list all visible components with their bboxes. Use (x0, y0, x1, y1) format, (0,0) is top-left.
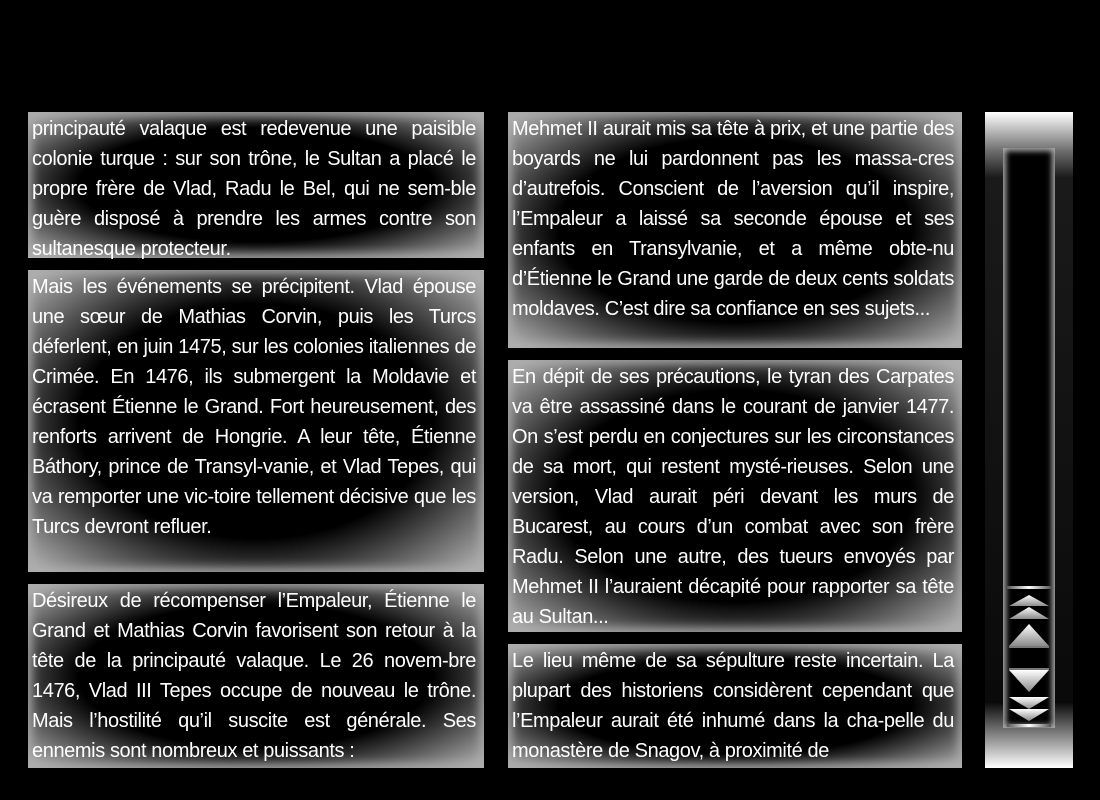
up-arrow-icon[interactable] (1008, 622, 1050, 648)
double-down-arrow-icon[interactable] (1008, 696, 1050, 722)
down-arrow-icon[interactable] (1008, 668, 1050, 694)
paragraph: Mais les événements se précipitent. Vlad épouse une sœur de Mathias Corvin, puis les Turcs déferlent, en juin 1475, sur les colonies italiennes de Crimée. En 1476, ils submergent la Moldavie et écrasent Étienne le Grand. Fort heureusement, des renforts arrivent de Hongrie. A leur tête, Étienne Báthory, prince de Transyl-vanie, et Vlad Tepes, qui va remporter une vic-toire tellement décisive que les Turcs devront refluer. (28, 270, 484, 572)
paragraph: principauté valaque est redevenue une paisible colonie turque : sur son trône, le Sultan a placé le propre frère de Vlad, Radu le Bel, qui ne sem-ble guère disposé à prendre les armes contre son sultanesque protecteur. (28, 112, 484, 258)
text-column-right (508, 112, 962, 768)
vertical-scrollbar[interactable] (985, 112, 1073, 768)
scrollbar-bottom-marker (1007, 724, 1051, 727)
scrollbar-track[interactable] (1003, 148, 1055, 728)
paragraph: En dépit de ses précautions, le tyran des Carpates va être assassiné dans le courant de janvier 1477. On s’est perdu en conjectures sur les circonstances de sa mort, qui restent mysté-rieuses. Selon une version, Vlad aurait péri devant les murs de Bucarest, au cours d’un combat avec son frère Radu. Selon une autre, des tueurs envoyés par Mehmet II l’auraient décapité pour rapporter sa tête au Sultan... (508, 360, 962, 632)
scroll-position-marker (1007, 586, 1051, 589)
text-column-left (28, 112, 484, 768)
paragraph: Le lieu même de sa sépulture reste incertain. La plupart des historiens considèrent cependant que l’Empaleur aurait été inhumé dans la cha-pelle du monastère de Snagov, à proximité de (508, 644, 962, 768)
paragraph: Désireux de récompenser l’Empaleur, Étienne le Grand et Mathias Corvin favorisent son retour à la tête de la principauté valaque. Le 26 novem-bre 1476, Vlad III Tepes occupe de nouveau le trône. Mais l’hostilité qu’il suscite est générale. Ses ennemis sont nombreux et puissants : (28, 584, 484, 768)
double-up-arrow-icon[interactable] (1008, 594, 1050, 620)
paragraph: Mehmet II aurait mis sa tête à prix, et une partie des boyards ne lui pardonnent pas les massa-cres d’autrefois. Conscient de l’aversion qu’il inspire, l’Empaleur a laissé sa seconde épouse et ses enfants en Transylvanie, et a même obte-nu d’Étienne le Grand une garde de deux cents soldats moldaves. C’est dire sa confiance en ses sujets... (508, 112, 962, 348)
